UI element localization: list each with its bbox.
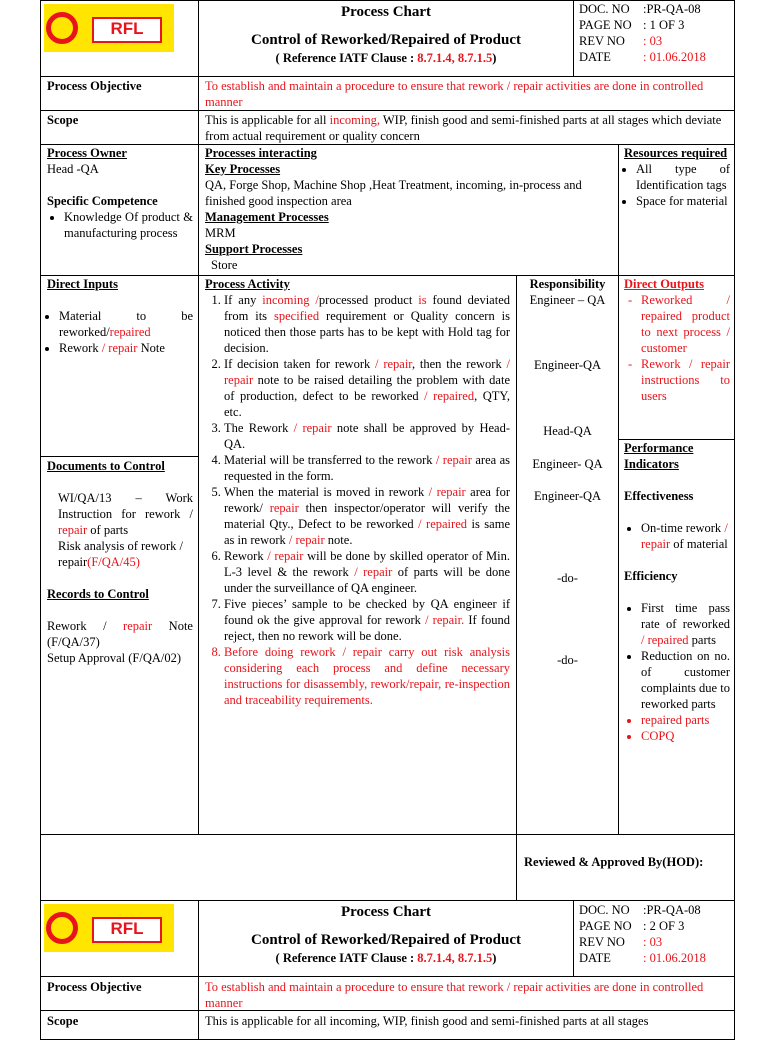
responsibility-label: Responsibility	[529, 277, 606, 291]
responsibility-item: Engineer-QA	[533, 489, 602, 503]
responsibility-item: Engineer – QA	[529, 293, 606, 307]
effectiveness-list	[624, 520, 730, 552]
activity-step-text: / repair	[224, 357, 510, 387]
responsibility-item: Engineer- QA	[532, 457, 603, 471]
activity-step	[224, 596, 510, 644]
interacting-block	[205, 145, 611, 273]
responsibility-item: Head-QA	[543, 424, 592, 438]
efficiency-item: • First time pass rate of reworked / repaired parts	[641, 600, 730, 648]
activity-step-text: Rework	[224, 549, 268, 563]
approval-divider	[516, 834, 517, 901]
outputs-label: Direct Outputs	[624, 277, 704, 291]
performance-label: Performance Indicators	[624, 441, 694, 471]
activity-step-text: / repair	[435, 453, 472, 467]
activity-step-text: found deviated from its	[224, 293, 510, 323]
activity-step-text: requirement or Quality concern is noticed then those parts has to be kept with Hold tag for decision.	[224, 309, 510, 355]
input-item: • Rework / repair Note	[59, 340, 193, 356]
rfl-logo	[44, 4, 174, 52]
activity-steps	[205, 292, 510, 708]
scope-label: Scope	[47, 113, 79, 127]
activity-step-text: / repair	[354, 565, 393, 579]
logo-ring-icon	[46, 12, 78, 44]
activity-step	[224, 420, 510, 452]
left-divider	[40, 456, 199, 457]
page2-meta: DOC. NO :PR-QA-08 PAGE NO : 2 OF 3 REV NO : 03 DATE : 01.06.2018	[579, 903, 706, 965]
scope-text: This is applicable for all incoming, WIP, finish good and semi-finished parts at all stages which deviate from actual requirement or quality concern	[205, 113, 722, 143]
activity-step-text: area as requested in the form.	[224, 453, 510, 483]
activity-step-text: area for rework/	[224, 485, 510, 515]
documents-label: Documents to Control	[47, 459, 165, 473]
objective-text: To establish and maintain a procedure to ensure that rework / repair activities are done in controlled manner	[205, 79, 704, 109]
key-processes-label: Key Processes	[205, 162, 281, 176]
activity-step	[224, 548, 510, 596]
activity-step-text: is	[418, 293, 427, 307]
page-title: Process Chart	[340, 4, 432, 20]
logo-text: RFL	[92, 17, 162, 43]
page-subtitle: Control of Reworked/Repaired of Product	[251, 32, 521, 48]
mgmt-processes-label: Management Processes	[205, 210, 329, 224]
activity-step	[224, 356, 510, 420]
activity-step-text: , then the rework	[411, 357, 507, 371]
page2-objective-label: Process Objective	[47, 980, 142, 994]
page2-subtitle: Control of Reworked/Repaired of Product	[251, 932, 521, 948]
competence-label: Specific Competence	[47, 194, 158, 208]
activity-step-text: / repaired	[418, 517, 467, 531]
resources-label: Resources required	[624, 146, 728, 160]
responsibility-item: -do-	[557, 653, 578, 667]
resource-item: • Space for material	[636, 193, 730, 209]
activity-step-text: / repair	[375, 357, 412, 371]
reference-clauses: 8.7.1.4, 8.7.1.5	[417, 51, 493, 65]
owner-value: Head -QA	[47, 162, 99, 176]
activity-step-text: Before doing rework / repair carry out risk analysis considering each process and define necessary instructions for disassembly, rework/repair, re-inspection and traceability requirements.	[224, 645, 510, 707]
resource-item: • All type of Identification tags	[636, 161, 730, 193]
activity-step-text: / repair	[293, 421, 332, 435]
activity-step-text: will be done by skilled operator of Min. L-3 level & the rework	[224, 549, 510, 579]
activity-step	[224, 644, 510, 708]
inputs-block	[47, 276, 193, 356]
objective-label: Process Objective	[47, 79, 142, 93]
activity-step-text: repair	[262, 501, 299, 515]
resources-list	[624, 161, 730, 209]
activity-step-text: , QTY, etc.	[224, 389, 510, 419]
activity-step-text: If found reject, then no rework will be done.	[224, 613, 510, 643]
approval-label: Reviewed & Approved By(HOD):	[524, 855, 704, 869]
input-item: • Material to be reworked/repaired	[59, 308, 193, 340]
efficiency-label: Efficiency	[624, 569, 678, 583]
responsibility-item: -do-	[557, 571, 578, 585]
key-processes-text: QA, Forge Shop, Machine Shop ,Heat Treatment, incoming, in-process and finished good inspection area	[205, 178, 582, 208]
activity-step-text: is same as in rework	[224, 517, 510, 547]
activity-step-text: Material will be transferred to the rework	[224, 453, 436, 467]
reference-line: ( Reference IATF Clause : 8.7.1.4, 8.7.1.5)	[275, 51, 497, 65]
page2-title: Process Chart	[340, 904, 432, 920]
owner-label: Process Owner	[47, 146, 127, 160]
competence-list	[47, 209, 193, 241]
responsibility-item: Engineer-QA	[533, 358, 602, 372]
owner-block	[47, 145, 193, 241]
page2-scope-text: This is applicable for all incoming, WIP, finish good and semi-finished parts at all stages	[205, 1014, 649, 1028]
activity-step-text: / repaired	[424, 389, 475, 403]
effectiveness-item: • On-time rework / repair of material	[641, 520, 730, 552]
activity-step-text: then inspector/operator will verify the material Qty., Defect to be reworked	[224, 501, 510, 531]
inputs-label: Direct Inputs	[47, 277, 118, 291]
activity-step-text: specified	[273, 309, 320, 323]
interacting-label: Processes interacting	[205, 146, 317, 160]
mgmt-processes-text: MRM	[205, 226, 236, 240]
activity-step-text: incoming /	[262, 293, 319, 307]
activity-step-text: processed product	[318, 293, 419, 307]
outputs-block	[624, 276, 730, 404]
activity-step-text: If any	[224, 293, 263, 307]
activity-step-text: Five pieces’ sample to be checked by QA engineer if found ok the give approval for rework	[224, 597, 510, 627]
activity-step-text: note.	[324, 533, 353, 547]
output-item: - Rework / repair instructions to users	[641, 356, 730, 404]
page2-objective-text: To establish and maintain a procedure to ensure that rework / repair activities are done in controlled manner	[205, 980, 704, 1010]
performance-block	[624, 440, 730, 744]
activity-step	[224, 292, 510, 356]
activity-step-text: / repair	[288, 533, 325, 547]
activity-step-text: note to be raised detailing the problem with date of production, defect to be reworked	[224, 373, 510, 403]
activity-step	[224, 452, 510, 484]
activity-step-text: If decision taken for rework	[224, 357, 376, 371]
activity-step-text: When the material is moved in rework	[224, 485, 429, 499]
page2-reference-line: ( Reference IATF Clause : 8.7.1.4, 8.7.1.5)	[275, 951, 497, 965]
page2-scope-label: Scope	[47, 1014, 79, 1028]
support-processes-label: Support Processes	[205, 242, 303, 256]
activity-step-text: / repair.	[425, 613, 465, 627]
efficiency-item: • COPQ	[641, 728, 730, 744]
efficiency-list	[624, 600, 730, 744]
logo-text: RFL	[92, 917, 162, 943]
record-item: Setup Approval (F/QA/02)	[47, 651, 182, 665]
resources-block	[624, 145, 730, 209]
efficiency-item: • repaired parts	[641, 712, 730, 728]
rfl-logo	[44, 904, 174, 952]
documents-block	[47, 458, 193, 666]
inputs-list	[47, 308, 193, 356]
efficiency-item: • Reduction on no. of customer complaints due to reworked parts	[641, 648, 730, 712]
competence-item: • Knowledge Of product & manufacturing process	[64, 209, 193, 241]
activity-step-text: The Rework	[224, 421, 294, 435]
activity-step-text: of parts will be done under the surveillance of QA engineer.	[224, 565, 510, 595]
outputs-list	[624, 292, 730, 404]
activity-label: Process Activity	[205, 277, 290, 291]
activity-steps-list	[205, 292, 510, 708]
record-item: Rework / repair Note (F/QA/37)	[47, 619, 193, 649]
activity-step-text: / repair	[267, 549, 304, 563]
document-item: WI/QA/13 – Work Instruction for rework / repair of parts	[58, 491, 193, 537]
output-item: - Reworked / repaired product to next process / customer	[641, 292, 730, 356]
header-meta: DOC. NO :PR-QA-08 PAGE NO : 1 OF 3 REV NO : 03 DATE : 01.06.2018	[579, 2, 706, 64]
activity-step	[224, 484, 510, 548]
activity-step-text: / repair	[428, 485, 466, 499]
effectiveness-label: Effectiveness	[624, 489, 694, 503]
document-item: Risk analysis of rework / repair(F/QA/45)	[58, 539, 183, 569]
activity-step-text: note shall be approved by Head-QA.	[224, 421, 510, 451]
support-processes-text: Store	[211, 258, 238, 272]
logo-ring-icon	[46, 912, 78, 944]
records-label: Records to Control	[47, 587, 149, 601]
